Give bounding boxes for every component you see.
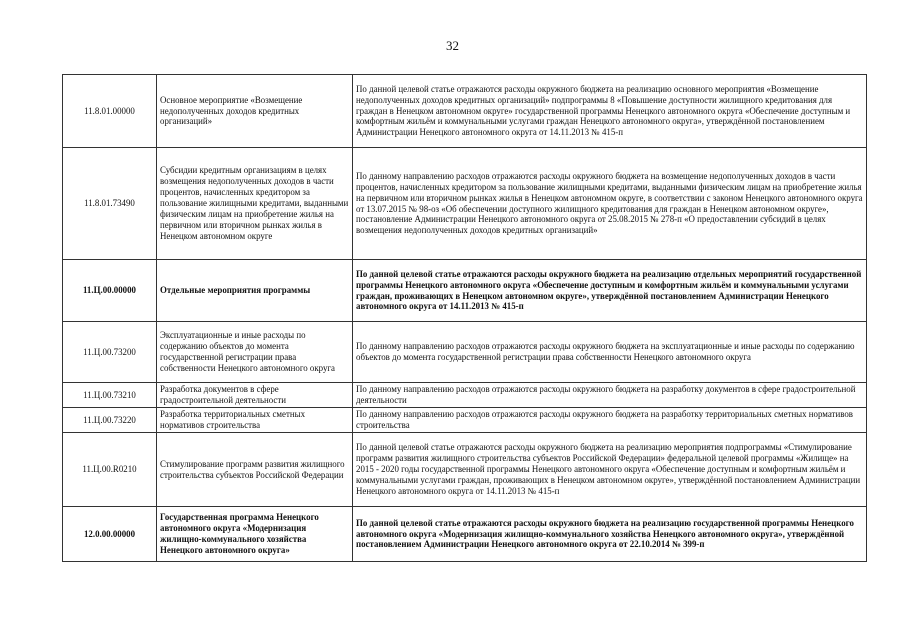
row-code: 11.Ц.00.73220 bbox=[63, 408, 157, 433]
table-row bbox=[63, 433, 867, 507]
row-description: По данной целевой статье отражаются расходы окружного бюджета на реализацию отдельных мероприятий государственной программы Ненецкого автономного округа «Обеспечение доступным и комфортным жильём и коммунальными услугами граждан, проживающих в Ненецком автономном округе», утверждённой постановлением Администрации Ненецкого автономного округа от 14.11.2013 № 415-п bbox=[353, 260, 867, 322]
table-row bbox=[63, 75, 867, 148]
row-name: Эксплуатационные и иные расходы по содержанию объектов до момента государственной регистрации права собственности Ненецкого автономного округа bbox=[157, 322, 353, 383]
row-code: 11.Ц.00.73210 bbox=[63, 383, 157, 408]
page-number: 32 bbox=[446, 38, 459, 53]
row-name: Разработка документов в сфере градостроительной деятельности bbox=[157, 383, 353, 408]
table-row bbox=[63, 408, 867, 433]
row-code: 11.Ц.00.73200 bbox=[63, 322, 157, 383]
row-description: По данному направлению расходов отражаются расходы окружного бюджета на разработку документов в сфере градостроительной деятельности bbox=[353, 383, 867, 408]
row-code: 11.8.01.00000 bbox=[63, 75, 157, 148]
row-description: По данной целевой статье отражаются расходы окружного бюджета на реализацию государственной программы Ненецкого автономного округа «Модернизация жилищно-коммунального хозяйства Ненецкого автономного округа», утверждённой постановлением Администрации Ненецкого автономного округа от 22.10.2014 № 399-п bbox=[353, 507, 867, 562]
row-name: Субсидии кредитным организациям в целях возмещения недополученных доходов в части процентов, начисленных кредитором за пользование жилищными кредитами, выданными физическим лицам на приобретение жилья на первичном или вторичном рынках жилья в Ненецком автономном округе bbox=[157, 148, 353, 260]
table-row bbox=[63, 507, 867, 562]
row-code: 12.0.00.00000 bbox=[63, 507, 157, 562]
row-name: Разработка территориальных сметных нормативов строительства bbox=[157, 408, 353, 433]
row-code: 11.8.01.73490 bbox=[63, 148, 157, 260]
row-code: 11.Ц.00.00000 bbox=[63, 260, 157, 322]
row-code: 11.Ц.00.R0210 bbox=[63, 433, 157, 507]
target-articles-table bbox=[62, 74, 867, 562]
row-description: По данному направлению расходов отражаются расходы окружного бюджета на возмещение недополученных доходов в части процентов, начисленных кредитором за пользование жилищными кредитами, выданными физическим лицам на приобретение жилья на первичном или вторичном рынках жилья в Ненецком автономном округе, в соответствии с законом Ненецкого автономного округа от 13.07.2015 № 98-оз «Об обеспечении доступного жилищного кредитования для граждан в Ненецком автономном округе», постановление Администрации Ненецкого автономного округа от 25.08.2015 № 278-п «О предоставлении субсидий в целях возмещения недополученных доходов кредитных организаций» bbox=[353, 148, 867, 260]
row-name: Отдельные мероприятия программы bbox=[157, 260, 353, 322]
row-description: По данной целевой статье отражаются расходы окружного бюджета на реализацию основного мероприятия «Возмещение недополученных доходов кредитных организаций» подпрограммы 8 «Повышение доступности жилищного кредитования для граждан в Ненецком автономном округе» государственной программы Ненецкого автономного округа «Обеспечение доступным и комфортным жильём и коммунальными услугами граждан Ненецкого автономного округа», утверждённой постановлением Администрации Ненецкого автономного округа от 14.11.2013 № 415-п bbox=[353, 75, 867, 148]
row-description: По данному направлению расходов отражаются расходы окружного бюджета на эксплуатационные и иные расходы по содержанию объектов до момента государственной регистрации права собственности Ненецкого автономного округа bbox=[353, 322, 867, 383]
row-description: По данному направлению расходов отражаются расходы окружного бюджета на разработку территориальных сметных нормативов строительства bbox=[353, 408, 867, 433]
row-name: Стимулирование программ развития жилищного строительства субъектов Российской Федерации bbox=[157, 433, 353, 507]
row-description: По данной целевой статье отражаются расходы окружного бюджета на реализацию мероприятия подпрограммы «Стимулирование программ развития жилищного строительства субъектов Российской Федерации» федеральной целевой программы «Жилище» на 2015 - 2020 годы государственной программы Ненецкого автономного округа «Обеспечение доступным и комфортным жильём и коммунальными услугами граждан, проживающих в Ненецком автономном округе», утверждённой постановлением Администрации Ненецкого автономного округа от 14.11.2013 № 415-п bbox=[353, 433, 867, 507]
row-name: Основное мероприятие «Возмещение недополученных доходов кредитных организаций» bbox=[157, 75, 353, 148]
table-row bbox=[63, 260, 867, 322]
table-row bbox=[63, 383, 867, 408]
table-row bbox=[63, 322, 867, 383]
table-row bbox=[63, 148, 867, 260]
row-name: Государственная программа Ненецкого автономного округа «Модернизация жилищно-коммунального хозяйства Ненецкого автономного округа» bbox=[157, 507, 353, 562]
